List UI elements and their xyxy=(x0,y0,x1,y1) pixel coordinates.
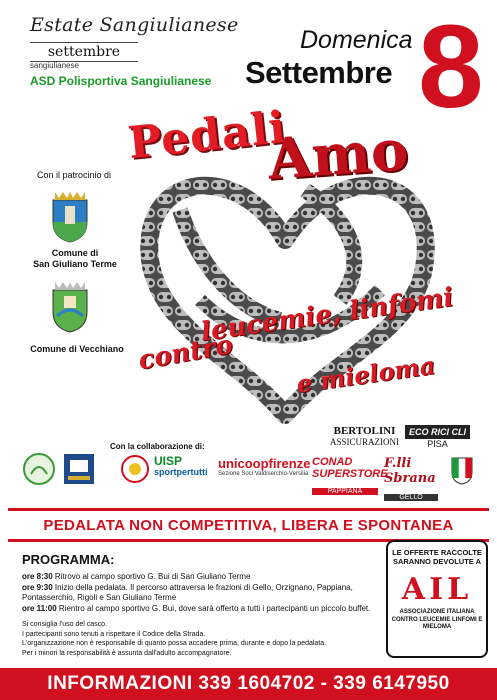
san-giuliano-crest-icon xyxy=(49,192,91,249)
sponsor-uisp xyxy=(154,456,208,478)
organizer-name: ASD Polisportiva Sangiulianese xyxy=(30,74,212,88)
settembre-logo: settembre xyxy=(30,42,138,62)
unicoop-sub: Sezione Soci Valdiserchio-Versilia xyxy=(218,471,309,477)
note: I partecipanti sono tenuti a rispettare il Codice della Strada. xyxy=(22,630,206,638)
ail-heading: LE OFFERTE RACCOLTE SARANNO DEVOLUTE A xyxy=(392,548,482,566)
note: Per i minori la responsabilità è assunta dall'adulto accompagnatore. xyxy=(22,649,232,657)
eco-sub: PISA xyxy=(427,439,448,449)
collab-logo-2-icon xyxy=(62,452,96,491)
patronage-label: Con il patrocinio di xyxy=(36,170,112,180)
sponsor-conad xyxy=(312,456,388,495)
program-text: Inizio della pedalata. Il percorso attraversa le frazioni di Gello, Orzignano, Pappiana, Pontasserchio, Rigoli e San Giuliano Terme xyxy=(22,582,353,602)
unicoop-name: unicoopfirenze xyxy=(218,456,311,471)
title-amo: Amo xyxy=(265,117,411,193)
collab-logo-3-icon xyxy=(120,454,150,489)
sponsor-fratelli-sbrana xyxy=(384,456,438,501)
info-phone-bar: INFORMAZIONI 339 1604702 - 339 6147950 xyxy=(0,668,497,700)
comune-vecchiano-label: Comune di Vecchiano xyxy=(30,344,124,354)
event-month: Settembre xyxy=(245,55,393,90)
bertolini-sub: ASSICURAZIONI xyxy=(330,437,400,447)
program-text: Ritrovo al campo sportivo G. Bui di San Giuliano Terme xyxy=(52,572,251,581)
program-item xyxy=(22,583,382,604)
program-time: ore 11:00 xyxy=(22,603,57,613)
pedalata-banner: PEDALATA NON COMPETITIVA, LIBERA E SPONTANEA xyxy=(43,517,454,534)
subtitle-leucemie: leucemie, linfomi xyxy=(199,282,456,348)
eco-name: ECO RICI CLI xyxy=(405,425,470,439)
title-pedali: Pedali xyxy=(125,101,289,170)
ail-logo: AIL xyxy=(401,572,473,607)
conad-name: CONAD SUPERSTORE xyxy=(312,456,388,480)
sponsor-unicoop xyxy=(218,456,310,477)
program-time: ore 8:30 xyxy=(22,572,53,581)
note: Si consiglia l'uso del casco. xyxy=(22,621,107,628)
sponsor-ecoriciclu xyxy=(405,425,470,449)
uisp-name: UISP xyxy=(154,454,183,468)
sangiulianese-small: sangiulianese xyxy=(30,61,79,70)
tricolor-shield-icon xyxy=(450,456,474,491)
note: L'organizzazione non è responsabile di quanto possa accadere prima, durante e dopo la pedalata. xyxy=(22,640,327,647)
sponsor-bertolini xyxy=(330,425,399,447)
divider-top xyxy=(8,508,489,511)
program-notes xyxy=(22,620,382,658)
program-title: PROGRAMMA: xyxy=(22,552,115,567)
program-item xyxy=(22,604,382,615)
event-day: Domenica xyxy=(300,26,413,54)
ail-full-name: ASSOCIAZIONE ITALIANA CONTRO LEUCEMIE LINFOMI E MIELOMA xyxy=(391,609,483,630)
collab-logo-1-icon xyxy=(22,452,56,491)
uisp-sub: sportpertutti xyxy=(154,467,208,477)
collab-label: Con la collaborazione di: xyxy=(110,442,205,451)
subtitle-contro: contro xyxy=(136,329,236,377)
ail-donation-box xyxy=(386,540,488,658)
frate-name: F.lli Sbrana xyxy=(384,456,436,486)
program-text: Rientro al campo sportivo G. Bui, dove sarà offerto a tutti i partecipanti un piccolo buffet. xyxy=(56,603,371,613)
comune-san-giuliano-label: Comune di San Giuliano Terme xyxy=(33,248,117,269)
conad-place: PAPPIANA xyxy=(312,488,378,495)
event-date-number: 8 xyxy=(418,1,484,133)
vecchiano-crest-icon xyxy=(49,282,91,339)
event-series-title: Estate Sangiulianese xyxy=(30,14,239,36)
program-time: ore 9:30 xyxy=(22,582,53,592)
subtitle-mieloma: e mieloma xyxy=(294,350,437,399)
program-item xyxy=(22,572,382,583)
frate-place: GELLO xyxy=(384,494,438,501)
program-list xyxy=(22,572,382,614)
bertolini-name: BERTOLINI xyxy=(333,425,396,437)
